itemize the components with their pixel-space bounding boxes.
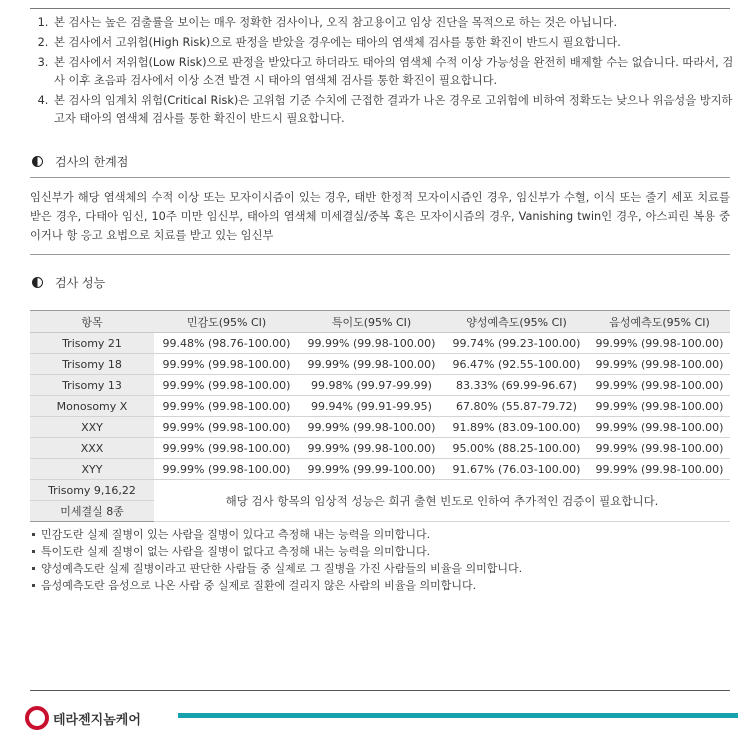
cell-npv: 99.99% (99.98-100.00)	[589, 417, 730, 438]
row-label: XYY	[30, 459, 154, 480]
cell-npv: 99.99% (99.98-100.00)	[589, 396, 730, 417]
cell-ppv: 99.74% (99.23-100.00)	[444, 333, 589, 354]
performance-table	[30, 310, 730, 522]
company-name: 테라젠지놈케어	[53, 712, 141, 728]
table-row	[30, 417, 730, 438]
row-label: Trisomy 9,16,22	[30, 480, 154, 501]
cell-specificity: 99.99% (99.98-100.00)	[299, 333, 444, 354]
note-item: 4. 본 검사의 임계치 위험(Critical Risk)은 고위험 기준 수치에 근접한 결과가 나온 경우로 고위험에 비하여 정확도는 낮으나 위음성을 방지하고자 태아의 염색체 검사를 통한 확진이 반드시 필요합니다.	[52, 92, 742, 128]
performance-title: 검사 성능	[55, 276, 106, 290]
logo-mark-icon	[25, 706, 49, 730]
cell-npv: 99.99% (99.98-100.00)	[589, 354, 730, 375]
header-item: 항목	[30, 311, 154, 333]
row-label: Trisomy 21	[30, 333, 154, 354]
cell-npv: 99.99% (99.98-100.00)	[589, 333, 730, 354]
limitations-text: 임신부가 해당 염색체의 수적 이상 또는 모자이시즘이 있는 경우, 태반 한정적 모자이시즘인 경우, 임신부가 수혈, 이식 또는 줄기 세포 치료를 받은 경우, 다태아 임신, 10주 미만 임신부, 태아의 염색체 미세결실/중복 혹은 모자이시즘의 경우, Vanishing twin인 경우, 아스피린 복용 중이거나 항 응고 요법으로 치료를 받고 있는 임신부	[30, 191, 730, 242]
limitations-divider	[30, 177, 730, 178]
limitations-heading	[30, 153, 128, 170]
cell-npv: 99.99% (99.98-100.00)	[589, 375, 730, 396]
cell-specificity: 99.98% (99.97-99.99)	[299, 375, 444, 396]
row-label: XXY	[30, 417, 154, 438]
limitations-bottom-divider	[30, 254, 730, 255]
row-label: Trisomy 18	[30, 354, 154, 375]
half-circle-icon	[32, 277, 43, 288]
bullet-square-icon	[32, 584, 35, 587]
table-row	[30, 354, 730, 375]
footer-accent-bar	[178, 713, 738, 718]
cell-npv: 99.99% (99.98-100.00)	[589, 438, 730, 459]
performance-heading	[30, 274, 105, 291]
note-item: 2. 본 검사에서 고위험(High Risk)으로 판정을 받았을 경우에는 태아의 염색체 검사를 통한 확진이 반드시 필요합니다.	[52, 34, 742, 52]
half-circle-icon	[32, 156, 43, 167]
report-page	[30, 0, 734, 728]
table-header-row	[30, 311, 730, 333]
cell-ppv: 83.33% (69.99-96.67)	[444, 375, 589, 396]
cell-sensitivity: 99.99% (99.98-100.00)	[154, 375, 299, 396]
table-row	[30, 375, 730, 396]
notes-list	[30, 14, 742, 130]
row-label: XXX	[30, 438, 154, 459]
cell-specificity: 99.94% (99.91-99.95)	[299, 396, 444, 417]
footer-divider	[30, 690, 730, 691]
cell-sensitivity: 99.99% (99.98-100.00)	[154, 459, 299, 480]
cell-sensitivity: 99.99% (99.98-100.00)	[154, 396, 299, 417]
cell-sensitivity: 99.99% (99.98-100.00)	[154, 417, 299, 438]
cell-specificity: 99.99% (99.98-100.00)	[299, 417, 444, 438]
cell-specificity: 99.99% (99.98-100.00)	[299, 438, 444, 459]
row-label: Monosomy X	[30, 396, 154, 417]
cell-specificity: 99.99% (99.99-100.00)	[299, 459, 444, 480]
definition-item: 양성예측도란 실제 질병이라고 판단한 사람들 중 실제로 그 질병을 가진 사람들의 비율을 의미합니다.	[30, 560, 522, 577]
cell-ppv: 91.89% (83.09-100.00)	[444, 417, 589, 438]
definition-item: 민감도란 실제 질병이 있는 사람을 질병이 있다고 측정해 내는 능력을 의미합니다.	[30, 526, 522, 543]
cell-ppv: 95.00% (88.25-100.00)	[444, 438, 589, 459]
note-item: 1. 본 검사는 높은 검출률을 보이는 매우 정확한 검사이나, 오직 참고용이고 임상 진단을 목적으로 하는 것은 아닙니다.	[52, 14, 742, 32]
header-specificity: 특이도(95% CI)	[299, 311, 444, 333]
definition-item: 특이도란 실제 질병이 없는 사람을 질병이 없다고 측정해 내는 능력을 의미합니다.	[30, 543, 522, 560]
definitions-list	[30, 526, 522, 594]
cell-ppv: 96.47% (92.55-100.00)	[444, 354, 589, 375]
bullet-square-icon	[32, 550, 35, 553]
limitations-title: 검사의 한계점	[55, 155, 129, 169]
cell-npv: 99.99% (99.98-100.00)	[589, 459, 730, 480]
header-ppv: 양성예측도(95% CI)	[444, 311, 589, 333]
header-sensitivity: 민감도(95% CI)	[154, 311, 299, 333]
row-label: Trisomy 13	[30, 375, 154, 396]
company-logo	[25, 706, 141, 730]
bullet-square-icon	[32, 567, 35, 570]
table-row	[30, 396, 730, 417]
note-item: 3. 본 검사에서 저위험(Low Risk)으로 판정을 받았다고 하더라도 태아의 염색체 수적 이상 가능성을 완전히 배제할 수는 없습니다. 따라서, 검사 이후 초음파 검사에서 이상 소견 발견 시 태아의 염색체 검사를 통한 확진이 필요합니다.	[52, 54, 742, 90]
cell-ppv: 91.67% (76.03-100.00)	[444, 459, 589, 480]
cell-ppv: 67.80% (55.87-79.72)	[444, 396, 589, 417]
rare-item-note: 해당 검사 항목의 임상적 성능은 희귀 출현 빈도로 인하여 추가적인 검증이 필요합니다.	[154, 480, 730, 522]
cell-sensitivity: 99.48% (98.76-100.00)	[154, 333, 299, 354]
cell-sensitivity: 99.99% (99.98-100.00)	[154, 354, 299, 375]
table-row	[30, 459, 730, 480]
cell-sensitivity: 99.99% (99.98-100.00)	[154, 438, 299, 459]
top-divider	[30, 8, 730, 9]
header-npv: 음성예측도(95% CI)	[589, 311, 730, 333]
table-row	[30, 333, 730, 354]
definition-item: 음성예측도란 음성으로 나온 사람 중 실제로 질환에 걸리지 않은 사람의 비율을 의미합니다.	[30, 577, 522, 594]
table-row	[30, 438, 730, 459]
cell-specificity: 99.99% (99.98-100.00)	[299, 354, 444, 375]
row-label: 미세결실 8종	[30, 501, 154, 522]
table-row	[30, 480, 730, 501]
bullet-square-icon	[32, 533, 35, 536]
